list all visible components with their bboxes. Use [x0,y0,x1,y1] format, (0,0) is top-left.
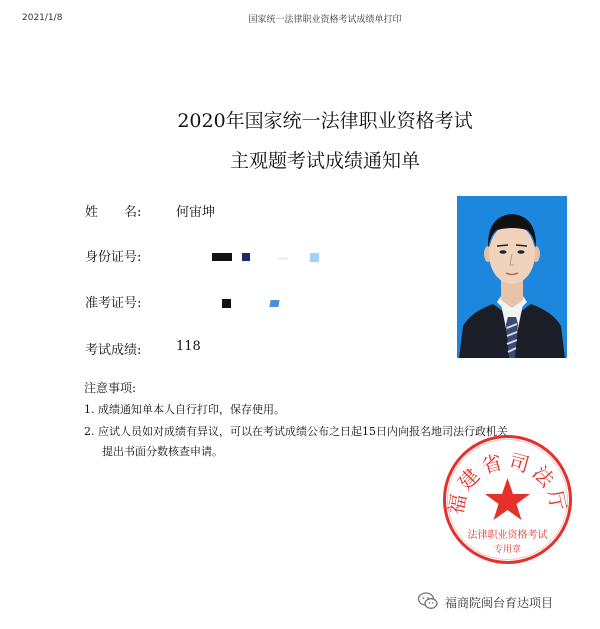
redaction-block [310,253,319,262]
document-title: 2020年国家统一法律职业资格考试 [177,110,473,132]
redaction-block [242,253,250,261]
redaction-block [278,257,288,260]
svg-text:福建省司法厅: 福建省司法厅 [443,448,572,517]
candidate-photo [457,196,567,358]
watermark-text: 福商院闽台育达项目 [445,596,554,610]
header-title: 国家统一法律职业资格考试成绩单打印 [248,15,402,25]
document-subtitle: 主观题考试成绩通知单 [229,150,420,172]
name-label: 姓 名: [85,205,142,220]
redaction-block [212,253,232,261]
name-value: 何宙坤 [176,205,216,220]
svg-text:专用章: 专用章 [493,545,522,555]
redaction-block [269,300,279,307]
redaction-block [222,299,231,308]
notes-heading: 注意事项: [84,381,137,395]
exam-number-label: 准考证号: [85,296,142,311]
note-item-1: 1. 成绩通知单本人自行打印，保存使用。 [84,403,285,416]
portrait-illustration [457,196,567,358]
score-value: 118 [176,339,201,354]
svg-text:法律职业资格考试: 法律职业资格考试 [467,530,548,541]
score-label: 考试成绩: [85,343,142,358]
note-item-2-line-1: 2. 应试人员如对成绩有异议，可以在考试成绩公布之日起15日内向报名地司法行政机关 [84,425,508,438]
note-item-2-line-2: 提出书面分数核查申请。 [102,445,223,458]
seal-stamp-icon [440,432,575,567]
id-number-label: 身份证号: [85,250,142,265]
official-seal [440,432,575,567]
header-date: 2021/1/8 [22,13,63,23]
wechat-icon [417,590,439,612]
